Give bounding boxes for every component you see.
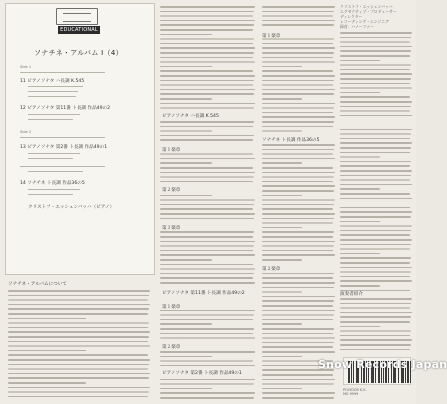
educational-badge: EDUCATIONAL	[58, 26, 100, 34]
text-line	[8, 299, 148, 301]
text-line	[340, 244, 411, 246]
text-line	[262, 388, 302, 390]
text-line	[8, 336, 149, 338]
text-line	[340, 184, 412, 186]
section-heading: 第２楽章	[162, 345, 181, 350]
text-line	[262, 254, 335, 256]
section-heading: ソナチネ・アルバムについて	[8, 282, 67, 287]
text-line	[160, 20, 255, 22]
text-line	[340, 211, 412, 213]
text-line	[262, 162, 302, 164]
text-line	[340, 339, 412, 341]
text-line	[340, 188, 380, 190]
text-line	[160, 89, 255, 91]
track-13-num: 13	[20, 145, 26, 150]
card-rule	[28, 153, 80, 154]
text-line	[160, 11, 254, 13]
text-line	[262, 6, 335, 8]
text-line	[262, 57, 333, 59]
text-line	[8, 313, 148, 315]
text-line	[340, 271, 411, 273]
publisher-line: POLYDOR K.K.	[343, 388, 367, 392]
text-line	[340, 239, 412, 241]
text-line	[8, 295, 149, 297]
text-line	[160, 162, 212, 164]
text-line	[160, 66, 212, 68]
text-line	[262, 116, 335, 118]
text-line	[340, 69, 410, 71]
text-line	[8, 387, 150, 389]
text-line	[340, 165, 410, 167]
label-logo-icon	[56, 8, 98, 25]
text-line	[160, 383, 254, 385]
text-line	[340, 138, 410, 140]
text-line	[340, 179, 410, 181]
text-line	[340, 248, 410, 250]
album-title: ソナチネ・アルバム I（4）	[34, 49, 123, 57]
text-line	[262, 231, 334, 233]
text-line	[340, 106, 411, 108]
text-line	[262, 199, 335, 201]
text-line	[340, 133, 411, 135]
text-line	[160, 38, 254, 40]
watermark-text: Snow Records Japan	[318, 358, 447, 371]
section-heading: ソナチネ ト長調 作品36の5	[262, 138, 320, 143]
text-line	[160, 365, 255, 367]
text-line	[160, 126, 253, 128]
card-rule	[28, 114, 80, 115]
card-rule	[20, 166, 105, 167]
text-line	[340, 41, 410, 43]
text-line	[262, 149, 334, 151]
text-line	[262, 126, 333, 128]
card-rule	[28, 189, 80, 190]
text-line	[160, 241, 255, 243]
text-line	[340, 321, 410, 323]
text-line	[262, 323, 302, 325]
text-line	[262, 337, 335, 339]
text-line	[8, 290, 150, 292]
text-line	[160, 351, 255, 353]
text-line	[262, 70, 333, 72]
text-line	[340, 285, 380, 287]
text-line	[262, 383, 334, 385]
text-line	[160, 176, 254, 178]
text-line	[340, 335, 410, 337]
text-line	[262, 195, 302, 197]
text-line	[8, 354, 148, 356]
text-line	[160, 392, 255, 394]
text-line	[262, 328, 334, 330]
text-line	[340, 96, 410, 98]
text-line	[160, 208, 253, 210]
text-line	[262, 47, 335, 49]
text-line	[262, 222, 333, 224]
text-line	[160, 57, 253, 59]
text-line	[8, 377, 149, 379]
text-line	[8, 318, 86, 320]
text-line	[160, 254, 255, 256]
text-line	[340, 55, 410, 57]
text-line	[262, 250, 333, 252]
text-line	[8, 327, 148, 329]
text-line	[340, 290, 410, 292]
text-line	[160, 268, 255, 270]
text-line	[340, 225, 412, 227]
text-line	[262, 93, 334, 95]
section-heading: 第２楽章	[162, 188, 181, 193]
text-line	[262, 374, 333, 376]
album-header-card	[5, 3, 155, 275]
text-line	[160, 135, 254, 137]
text-line	[160, 172, 255, 174]
text-line	[262, 130, 302, 132]
track-12	[20, 105, 110, 111]
text-line	[160, 333, 253, 335]
text-line	[262, 392, 335, 394]
text-line	[160, 167, 253, 169]
text-line	[340, 257, 411, 259]
text-line	[262, 43, 333, 45]
text-line	[262, 296, 335, 298]
text-line	[340, 64, 411, 66]
text-line	[262, 204, 334, 206]
text-line	[160, 93, 254, 95]
text-line	[160, 139, 253, 141]
text-line	[160, 153, 253, 155]
text-line	[160, 204, 254, 206]
text-line	[262, 300, 334, 302]
text-line	[262, 103, 335, 105]
text-line	[262, 356, 302, 358]
text-line	[262, 218, 334, 220]
text-line	[340, 326, 380, 328]
text-line	[340, 161, 411, 163]
text-line	[262, 310, 335, 312]
text-line	[262, 121, 334, 123]
text-line	[8, 308, 149, 310]
text-line	[160, 328, 254, 330]
publisher-info	[343, 388, 367, 396]
text-line	[340, 234, 410, 236]
text-line	[340, 129, 412, 131]
text-line	[340, 60, 380, 62]
text-line	[340, 216, 411, 218]
text-line	[340, 152, 410, 154]
text-line	[160, 80, 254, 82]
text-line	[160, 282, 255, 284]
text-line	[8, 341, 148, 343]
text-line	[262, 287, 334, 289]
section-heading: 第２楽章	[262, 267, 281, 272]
section-heading: ピアノソナタ 第2番 ト長調 作品49の1	[162, 371, 242, 376]
text-line	[262, 172, 335, 174]
text-line	[340, 50, 411, 52]
card-rule	[28, 171, 83, 172]
card-rule	[28, 194, 73, 195]
section-heading: 演奏者紹介	[340, 292, 363, 297]
text-line	[8, 322, 149, 324]
performer-credit: クリストフ・エッシェンバッハ（ピアノ）	[28, 205, 115, 210]
text-line	[340, 262, 410, 264]
text-line	[262, 277, 333, 279]
text-line	[262, 314, 334, 316]
text-line	[262, 144, 335, 146]
text-line	[160, 70, 253, 72]
text-line	[340, 316, 411, 318]
text-line	[262, 112, 333, 114]
text-line	[160, 245, 254, 247]
text-line	[262, 305, 333, 307]
text-line	[262, 107, 334, 109]
text-line	[262, 190, 334, 192]
text-line	[262, 15, 333, 17]
text-line	[160, 356, 212, 358]
text-line	[160, 319, 253, 321]
text-line	[160, 34, 212, 36]
text-line	[340, 230, 411, 232]
text-line	[262, 98, 302, 100]
text-line	[8, 345, 150, 347]
text-line	[262, 213, 335, 215]
text-line	[8, 350, 86, 352]
text-line	[340, 349, 410, 351]
text-line	[160, 218, 254, 220]
text-line	[160, 47, 255, 49]
text-line	[340, 156, 380, 158]
text-line	[340, 312, 412, 314]
text-line	[160, 337, 255, 339]
text-line	[340, 73, 412, 75]
card-rule	[20, 137, 105, 138]
text-line	[160, 6, 255, 8]
text-line	[340, 147, 411, 149]
text-line	[160, 360, 253, 362]
text-line	[160, 75, 255, 77]
text-line	[340, 142, 412, 144]
text-line	[340, 170, 412, 172]
card-rule	[28, 119, 73, 120]
text-line	[160, 277, 253, 279]
text-line	[262, 52, 334, 54]
text-line	[8, 382, 86, 384]
text-line	[262, 379, 335, 381]
text-line	[8, 364, 149, 366]
track-14-num: 14	[20, 181, 26, 186]
text-line	[160, 43, 253, 45]
text-line	[160, 388, 212, 390]
track-11	[20, 78, 84, 84]
text-line	[262, 346, 333, 348]
text-line	[262, 245, 334, 247]
track-13-title: ピアノソナタ 第2番 ト長調 作品49の1	[27, 145, 108, 150]
text-line	[340, 175, 411, 177]
track-12-title: ピアノソナタ 第11番 ト長調 作品49の2	[27, 106, 111, 111]
text-line	[340, 330, 411, 332]
text-line	[340, 32, 412, 34]
text-line	[262, 61, 335, 63]
text-line	[340, 253, 380, 255]
text-line	[160, 236, 253, 238]
section-heading: ピアノソナタ 第11番 ト長調 作品49の2	[162, 291, 245, 296]
text-line	[262, 282, 335, 284]
credit-line: クリストフ・エッシェンバッハ	[340, 4, 393, 9]
text-line	[340, 280, 412, 282]
text-line	[8, 368, 148, 370]
text-line	[340, 207, 410, 209]
text-line	[160, 121, 254, 123]
text-line	[340, 267, 412, 269]
text-line	[160, 199, 255, 201]
text-line	[340, 46, 412, 48]
side-b-label: Side 2	[20, 130, 32, 134]
text-line	[160, 24, 254, 26]
section-heading: ピアノソナタ ハ長調 K.545	[162, 114, 219, 119]
text-line	[160, 259, 212, 261]
text-line	[340, 221, 380, 223]
credit-line: 録音：ハノーファー	[340, 24, 374, 29]
text-line	[262, 24, 334, 26]
text-line	[160, 158, 255, 160]
text-line	[340, 193, 410, 195]
text-line	[160, 250, 253, 252]
track-14	[20, 180, 85, 186]
text-line	[8, 396, 148, 398]
text-line	[340, 303, 411, 305]
text-line	[340, 101, 412, 103]
text-line	[8, 331, 150, 333]
text-line	[340, 87, 412, 89]
text-line	[160, 323, 212, 325]
text-line	[160, 181, 253, 183]
text-line	[262, 259, 302, 261]
text-line	[340, 276, 410, 278]
text-line	[160, 61, 255, 63]
text-line	[340, 110, 410, 112]
text-line	[262, 158, 335, 160]
text-line	[8, 304, 150, 306]
text-line	[160, 264, 253, 266]
text-line	[340, 115, 412, 117]
text-line	[160, 314, 254, 316]
section-heading: 第１楽章	[162, 305, 181, 310]
text-line	[340, 307, 410, 309]
text-line	[262, 89, 335, 91]
text-line	[262, 319, 333, 321]
text-line	[160, 231, 254, 233]
text-line	[262, 181, 333, 183]
publisher-line: MG 9999	[343, 392, 359, 396]
text-line	[262, 208, 333, 210]
credit-line: ディレクター	[340, 14, 363, 19]
text-line	[160, 379, 255, 381]
text-line	[262, 20, 335, 22]
section-heading: 第１楽章	[162, 148, 181, 153]
text-line	[262, 333, 333, 335]
text-line	[262, 342, 334, 344]
text-line	[262, 236, 333, 238]
text-line	[8, 373, 150, 375]
card-rule	[28, 86, 83, 87]
side-a-label: Side 1	[20, 65, 32, 69]
text-line	[340, 198, 412, 200]
text-line	[262, 351, 335, 353]
section-heading: 第１楽章	[262, 34, 281, 39]
card-rule	[28, 158, 73, 159]
text-line	[160, 107, 254, 109]
credit-line: レコーディング・エンジニア	[340, 19, 389, 24]
text-line	[160, 213, 255, 215]
text-line	[160, 15, 253, 17]
text-line	[262, 185, 335, 187]
card-rule	[28, 96, 76, 97]
text-line	[160, 98, 212, 100]
track-13	[20, 144, 107, 150]
text-line	[262, 397, 334, 399]
text-line	[340, 78, 411, 80]
text-line	[340, 298, 412, 300]
text-line	[262, 153, 333, 155]
text-line	[262, 75, 335, 77]
text-line	[160, 52, 254, 54]
track-14-title: ソナチネ ト長調 作品36の5	[27, 181, 85, 186]
track-11-num: 11	[20, 79, 26, 84]
text-line	[262, 84, 333, 86]
text-line	[262, 241, 335, 243]
text-line	[262, 291, 302, 293]
text-line	[262, 227, 302, 229]
text-line	[160, 195, 212, 197]
text-line	[262, 176, 334, 178]
text-line	[340, 344, 411, 346]
section-heading: 第３楽章	[162, 226, 181, 231]
text-line	[160, 103, 255, 105]
text-line	[262, 66, 302, 68]
text-line	[340, 83, 410, 85]
text-line	[8, 359, 150, 361]
credit-line: エグゼクティブ・プロデューサー	[340, 9, 397, 14]
text-line	[160, 397, 254, 399]
text-line	[262, 11, 334, 13]
track-11-title: ピアノソナタ ハ長調 K.545	[27, 79, 85, 84]
card-rule	[20, 72, 105, 73]
text-line	[160, 130, 212, 132]
track-12-num: 12	[20, 106, 26, 111]
text-line	[160, 29, 253, 31]
text-line	[340, 37, 411, 39]
text-line	[160, 84, 253, 86]
card-rule	[28, 91, 78, 92]
text-line	[262, 80, 334, 82]
text-line	[160, 273, 254, 275]
text-line	[262, 167, 333, 169]
text-line	[262, 273, 334, 275]
text-line	[8, 391, 149, 393]
text-line	[340, 92, 380, 94]
